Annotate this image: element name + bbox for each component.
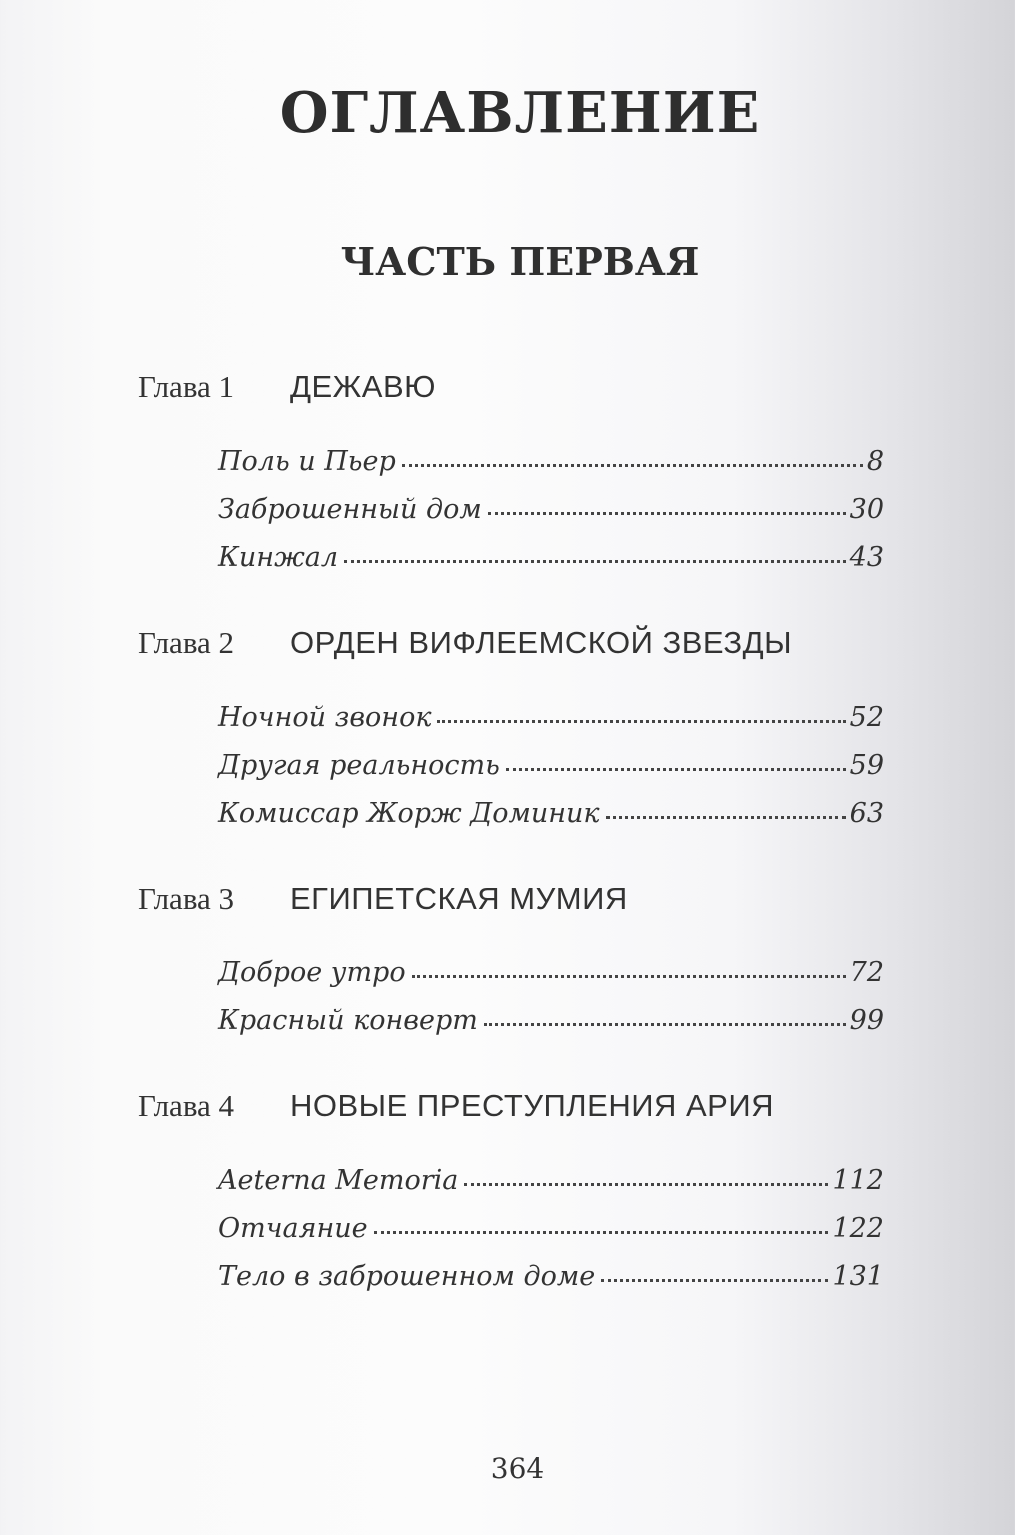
entry-page-number: 59 <box>849 750 884 781</box>
chapter-heading <box>138 1085 898 1132</box>
dot-leader <box>437 720 845 723</box>
dot-leader <box>484 1023 846 1026</box>
toc-entry[interactable] <box>218 488 884 532</box>
entry-page-number: 122 <box>832 1213 884 1244</box>
toc-entry[interactable] <box>218 744 884 788</box>
dot-leader <box>488 512 846 515</box>
entry-title: Другая реальность <box>218 750 500 781</box>
page-title: ОГЛАВЛЕНИЕ <box>279 80 761 146</box>
dot-leader <box>464 1183 828 1186</box>
toc-entry[interactable] <box>218 792 884 836</box>
entry-page-number: 99 <box>849 1005 884 1036</box>
entry-title: Поль и Пьер <box>218 446 396 477</box>
chapter-heading <box>138 622 898 669</box>
chapter-title: ДЕЖАВЮ <box>290 369 436 404</box>
entry-title: Тело в заброшенном доме <box>218 1261 596 1292</box>
entry-title: Доброе утро <box>218 957 406 988</box>
chapter-heading <box>138 878 898 925</box>
toc-entry[interactable] <box>218 1207 884 1251</box>
entry-title: Кинжал <box>218 542 339 573</box>
toc-entry[interactable] <box>218 951 884 995</box>
chapter-label: Глава 1 <box>138 369 235 404</box>
entry-title: Отчаяние <box>218 1213 368 1244</box>
entry-title: Заброшенный дом <box>218 494 482 525</box>
dot-leader <box>506 768 846 771</box>
dot-leader <box>601 1279 828 1282</box>
entry-page-number: 63 <box>849 798 884 829</box>
entry-page-number: 43 <box>849 542 884 573</box>
chapter-heading <box>138 366 898 413</box>
chapter-title: ОРДЕН ВИФЛЕЕМСКОЙ ЗВЕЗДЫ <box>290 625 793 660</box>
entry-page-number: 8 <box>866 446 884 477</box>
dot-leader <box>374 1231 829 1234</box>
entry-page-number: 72 <box>849 957 884 988</box>
entry-page-number: 131 <box>832 1261 884 1292</box>
chapter-title: НОВЫЕ ПРЕСТУПЛЕНИЯ АРИЯ <box>290 1088 775 1123</box>
chapter-label: Глава 4 <box>138 1088 235 1123</box>
toc-entry[interactable] <box>218 1159 884 1203</box>
dot-leader <box>412 975 846 978</box>
entry-title: Aeterna Memoria <box>218 1165 459 1196</box>
entry-page-number: 52 <box>849 702 884 733</box>
toc-entry[interactable] <box>218 536 884 580</box>
toc-entry[interactable] <box>218 440 884 484</box>
page-number: 364 <box>490 1452 545 1485</box>
chapter-label: Глава 2 <box>138 625 235 660</box>
toc-entry[interactable] <box>218 696 884 740</box>
dot-leader <box>606 816 846 819</box>
toc-entry[interactable] <box>218 1255 884 1299</box>
chapter-title: ЕГИПЕТСКАЯ МУМИЯ <box>290 881 628 916</box>
entry-title: Комиссар Жорж Доминик <box>218 798 600 829</box>
toc-entry[interactable] <box>218 999 884 1043</box>
dot-leader <box>344 560 846 563</box>
entry-title: Ночной звонок <box>218 702 432 733</box>
part-heading: ЧАСТЬ ПЕРВАЯ <box>340 239 700 284</box>
entry-title: Красный конверт <box>218 1005 478 1036</box>
dot-leader <box>402 464 863 467</box>
entry-page-number: 30 <box>849 494 884 525</box>
entry-page-number: 112 <box>832 1165 884 1196</box>
chapter-label: Глава 3 <box>138 881 235 916</box>
